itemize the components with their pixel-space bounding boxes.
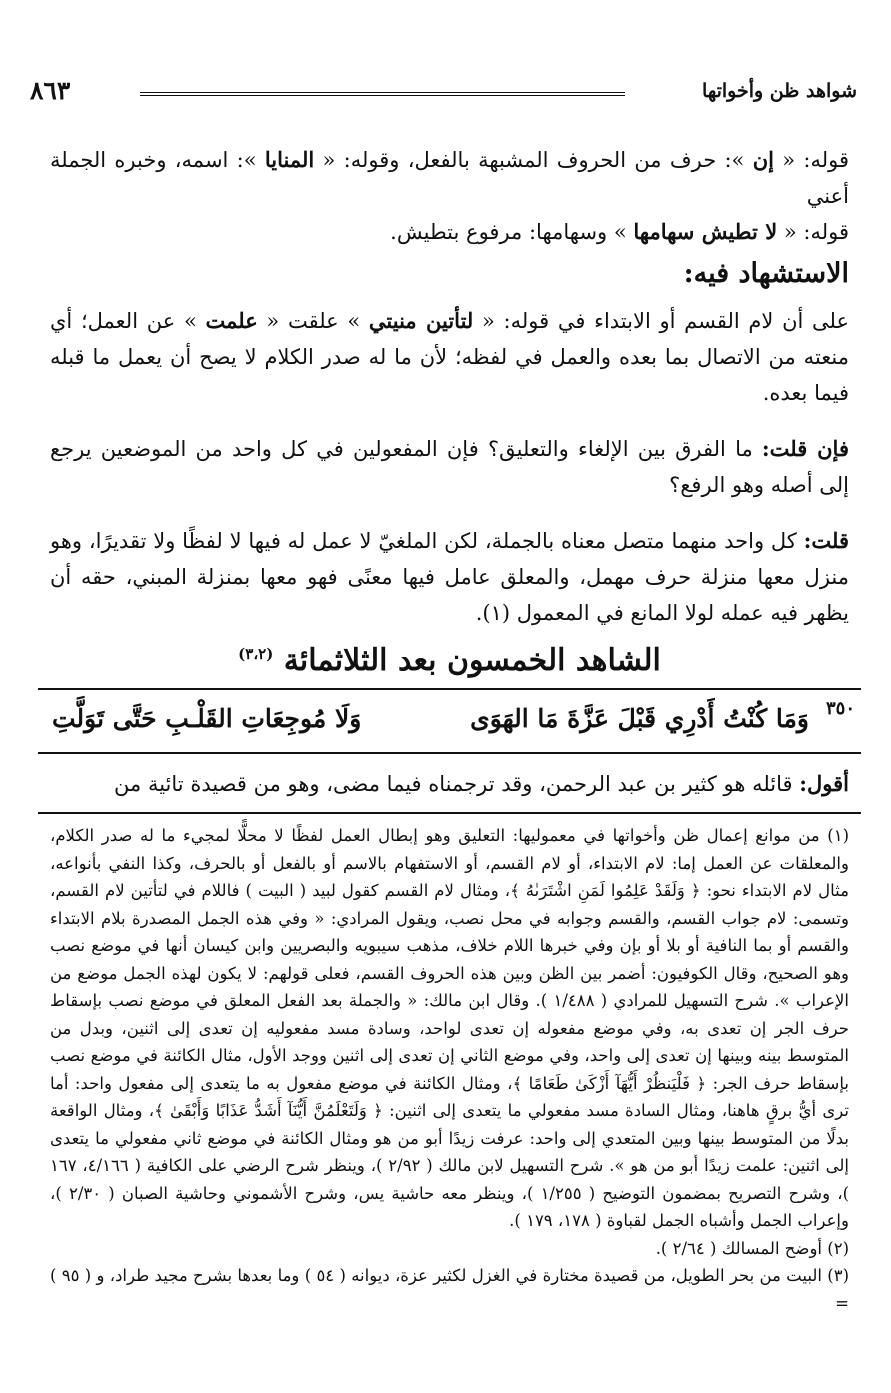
paragraph-4 xyxy=(50,523,849,631)
text-run: » عن العمل؛ أي منعته من الاتصال بما بعده والعمل في لفظه؛ لأن ما له صدر الكلام لا يصح أن يعمل ما قبله فيما بعده. xyxy=(50,309,849,405)
quoted-term: لتأتين منيتي xyxy=(368,308,474,333)
running-header xyxy=(30,76,857,110)
footnote-2: (٢) أوضح المسالك ( ٢/٦٤ ). xyxy=(655,1238,849,1258)
text-run: على أن لام القسم أو الابتداء في قوله: « xyxy=(473,309,850,333)
text-run: » وسهامها: مرفوع بتطيش. xyxy=(390,220,634,244)
text-run: »: اسمه، وخبره الجملة أعني xyxy=(50,148,849,208)
paragraph-2 xyxy=(50,303,849,411)
text-run: كل واحد منهما متصل معناه بالجملة، لكن الملغيّ لا عمل له فيها لا لفظًا ولا تقديرًا، وهو منزل معها منزلة حرف مهمل، والمعلق عامل فيها معنًى فهو معها بمنزلة المبني، حقه أن يظهر فيه عمله لولا المانع في المعمول xyxy=(50,529,849,625)
footnote-3: (٣) البيت من بحر الطويل، من قصيدة مختارة في الغزل لكثير عزة، ديوانه ( ٥٤ ) وما بعدها بشرح مجيد طراد، و ( ٩٥ ) = xyxy=(50,1266,849,1313)
verse-box xyxy=(38,688,861,754)
page-number: ٨٦٣ xyxy=(30,76,71,105)
quoted-term: علمت xyxy=(205,308,258,333)
lead-word: أقول: xyxy=(799,771,849,796)
footnote-rule xyxy=(38,812,861,814)
text-run: قائله هو كثير بن عبد الرحمن، وقد ترجمناه فيما مضى، وهو من قصيدة تائية من xyxy=(114,772,800,796)
text-run: قوله: « xyxy=(773,148,849,172)
section-heading: الاستشهاد فيه: xyxy=(683,258,849,289)
footnote-1: (١) من موانع إعمال ظن وأخواتها في معموليها: التعليق وهو إبطال العمل لفظًا لا محلًّا لمجيء ما له صدر الكلام، والمعلقات عن العمل إما: لام الابتداء، أو لام القسم، أو الاستفهام بالاسم أو بالفعل أو بالحرف، وكذا النفي بأنواعه، مثال لام الابتداء نحو: ﴿ وَلَقَدْ عَلِمُوا لَمَنِ اشْتَرَىٰهُ ﴾، ومثال لام القسم كقول لبيد ( البيت ) فاللام في لتأتين لام القسم، وتسمى: لام جواب القسم، والقسم وجوابه في محل نصب، ويقول المرادي: « وفي هذه الجمل المصدرة بلام الابتداء والقسم أو بما النافية أو بلا أو بإن وفي خبرها اللام خلاف، مذهب سيبويه والبصريين وابن كيسان أنها في موضع نصب وهو الصحيح، وقال الكوفيون: أضمر بين الظن وبين هذه الحروف القسم، فعلى قولهم: لا يكون لهذه الجمل موضع من الإعراب ». شرح التسهيل للمرادي ( ١/٤٨٨ ). وقال ابن مالك: « والجملة بعد الفعل المعلق في موضع نصب بإسقاط حرف الجر إن تعدى به، وفي موضع مفعوله إن تعدى لواحد، وسادة مسد مفعوليه إن تعدى إلى اثنين، وبدل من المتوسط بينه وبينها إن تعدى إلى واحد، وفي موضع الثاني إن تعدى إلى اثنين ووجد الأول، مثال الكائنة في موضع نصب بإسقاط حرف الجر: ﴿ فَلْيَنظُرْ أَيُّهَآ أَزْكَىٰ طَعَامًا ﴾، ومثال الكائنة في موضع مفعول به ما يتعدى إلى مفعول واحد: أما ترى أيُّ برقٍ هاهنا، ومثال السادة مسد مفعولي ما يتعدى إلى اثنين: ﴿ وَلَتَعْلَمُنَّ أَيُّنَآ أَشَدُّ عَذَابًا وَأَبْقَىٰ ﴾، ومثال الواقعة بدلًا من المتوسط بينها وبين المتعدي إلى واحد: عرفت زيدًا أبو من هو ومثال الكائنة في موضع ثاني مفعولي ما يتعدى إلى اثنين: علمت زيدًا أبو من هو ». شرح التسهيل لابن مالك ( ٢/٩٢ )، وينظر شرح الرضي على الكافية ( ٤/١٦٦، ١٦٧ )، وشرح التصريح بمضمون التوضيح ( ١/٢٥٥ )، وينظر معه حاشية يس، وشرح الأشموني وحاشية الصبان ( ٢/٣٠ )، وإعراب الجمل وأشباه الجمل لقباوة ( ١٧٨، ١٧٩ ). xyxy=(50,826,850,1230)
verse-hemistich-1: وَمَا كُنْتُ أَدْرِي قَبْلَ عَزَّةَ مَا الهَوَى xyxy=(470,704,809,733)
lead-word: فإن قلت: xyxy=(761,436,849,461)
quoted-term: إن xyxy=(752,147,774,172)
verse-hemistich-2: وَلَا مُوجِعَاتِ القَلْـبِ حَتَّى تَوَلَّتِ xyxy=(52,704,362,733)
witness-heading xyxy=(50,643,849,678)
witness-title: الشاهد الخمسون بعد الثلاثمائة xyxy=(283,643,661,678)
paragraph-3 xyxy=(50,431,849,503)
witness-footnote-ref: (٣،٢) xyxy=(238,645,274,663)
paragraph-1-line-1 xyxy=(50,142,849,214)
quoted-term: المنايا xyxy=(264,147,315,172)
verse-number: ٣٥٠ xyxy=(825,698,855,719)
text-run: » علقت « xyxy=(257,309,369,333)
text-run: ما الفرق بين الإلغاء والتعليق؟ فإن المفعولين في كل واحد من الموضعين يرجع إلى أصله وهو الرفع؟ xyxy=(50,437,849,497)
quoted-term: لا تطيش سهامها xyxy=(633,219,778,244)
header-rule xyxy=(140,92,625,96)
lead-word: قلت: xyxy=(803,528,849,553)
text-run: قوله: « xyxy=(777,220,849,244)
running-title: شواهد ظن وأخواتها xyxy=(702,80,857,102)
paragraph-1-line-2 xyxy=(50,214,849,250)
text-run: »: حرف من الحروف المشبهة بالفعل، وقوله: « xyxy=(314,148,753,172)
footnote-ref: (١). xyxy=(475,601,517,625)
paragraph-5 xyxy=(50,766,849,802)
main-text xyxy=(50,142,855,1317)
footnotes xyxy=(50,822,849,1317)
